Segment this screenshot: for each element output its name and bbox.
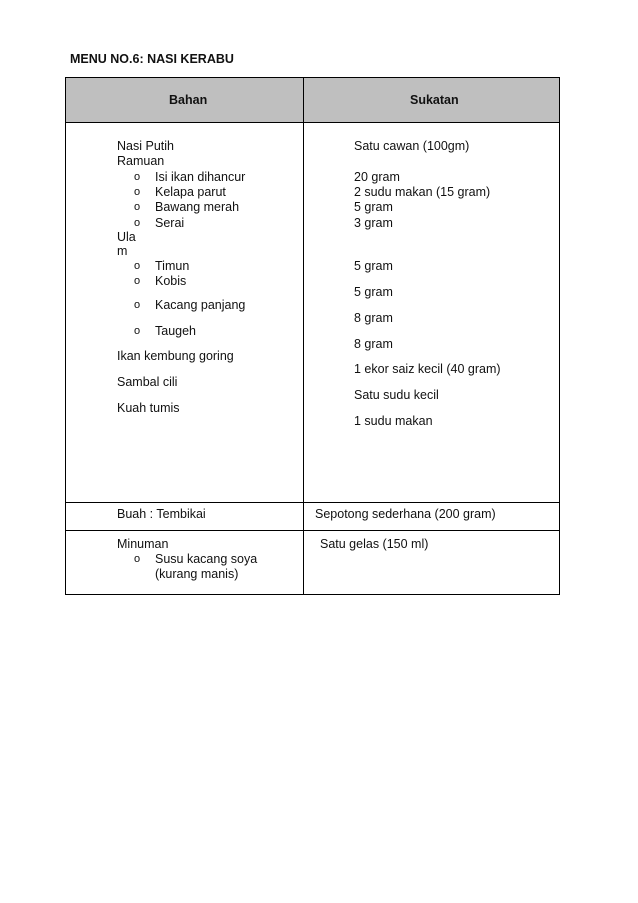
table-border-bottom bbox=[65, 594, 560, 595]
amount-cell: 20 gram bbox=[354, 170, 400, 184]
group-ramuan: Ramuan bbox=[117, 154, 165, 168]
list-item: Kelapa parut bbox=[155, 185, 226, 199]
bullet-icon: o bbox=[134, 553, 141, 565]
item-nasi-putih: Nasi Putih bbox=[117, 139, 174, 153]
amount-cell: 1 ekor saiz kecil (40 gram) bbox=[354, 362, 501, 376]
bullet-icon: o bbox=[134, 275, 141, 287]
group-ulam-line2: m bbox=[117, 244, 128, 258]
amount-cell: 8 gram bbox=[354, 337, 393, 351]
list-item: Isi ikan dihancur bbox=[155, 170, 246, 184]
list-item: Timun bbox=[155, 259, 190, 273]
amount-nasi-putih: Satu cawan (100gm) bbox=[354, 139, 470, 153]
list-item: Susu kacang soya bbox=[155, 552, 258, 566]
amount-cell: 3 gram bbox=[354, 216, 393, 230]
page-title: MENU NO.6: NASI KERABU bbox=[70, 52, 234, 66]
bullet-icon: o bbox=[134, 260, 141, 272]
amount-cell: 1 sudu makan bbox=[354, 414, 433, 428]
amount-cell: 5 gram bbox=[354, 285, 393, 299]
table-border-right bbox=[559, 77, 560, 595]
bullet-icon: o bbox=[134, 201, 141, 213]
list-item: Kobis bbox=[155, 274, 187, 288]
list-item: Kacang panjang bbox=[155, 298, 246, 312]
amount-cell: 2 sudu makan (15 gram) bbox=[354, 185, 491, 199]
amount-cell: Satu sudu kecil bbox=[354, 388, 439, 402]
header-bahan: Bahan bbox=[169, 93, 208, 107]
list-item: Bawang merah bbox=[155, 200, 240, 214]
list-item-continuation: (kurang manis) bbox=[155, 567, 239, 581]
table-column-divider bbox=[303, 77, 304, 595]
list-item: Taugeh bbox=[155, 324, 197, 338]
amount-cell: 5 gram bbox=[354, 200, 393, 214]
item-kuah: Kuah tumis bbox=[117, 401, 180, 415]
amount-buah: Sepotong sederhana (200 gram) bbox=[315, 507, 496, 521]
header-sukatan: Sukatan bbox=[410, 93, 459, 107]
bullet-icon: o bbox=[134, 325, 141, 337]
amount-minuman: Satu gelas (150 ml) bbox=[320, 537, 429, 551]
table-border-top bbox=[65, 77, 560, 78]
amount-cell: 5 gram bbox=[354, 259, 393, 273]
bullet-icon: o bbox=[134, 186, 141, 198]
bullet-icon: o bbox=[134, 171, 141, 183]
amount-cell: 8 gram bbox=[354, 311, 393, 325]
group-minuman: Minuman bbox=[117, 537, 169, 551]
bullet-icon: o bbox=[134, 299, 141, 311]
group-ulam-line1: Ula bbox=[117, 230, 136, 244]
list-item: Serai bbox=[155, 216, 185, 230]
table-row-divider bbox=[65, 530, 560, 531]
table-border-left bbox=[65, 77, 66, 595]
item-sambal: Sambal cili bbox=[117, 375, 178, 389]
table-header-background bbox=[66, 78, 559, 122]
item-ikan: Ikan kembung goring bbox=[117, 349, 234, 363]
table-header-divider bbox=[65, 122, 560, 123]
table-row-divider bbox=[65, 502, 560, 503]
item-buah: Buah : Tembikai bbox=[117, 507, 206, 521]
bullet-icon: o bbox=[134, 217, 141, 229]
